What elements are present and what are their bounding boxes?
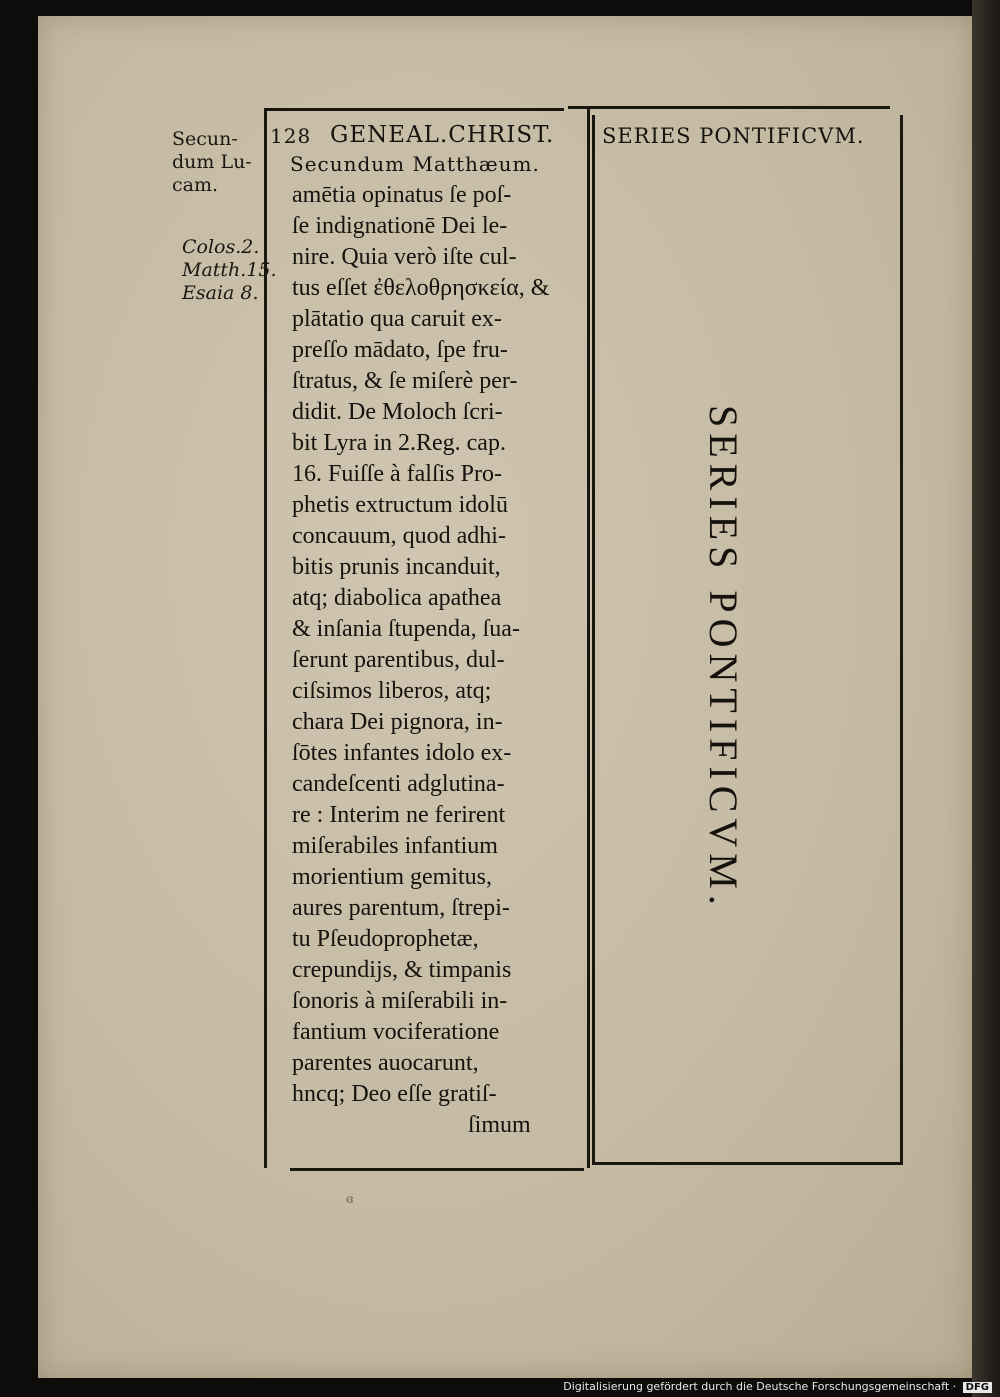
bottom-rule-left <box>290 1168 584 1171</box>
text-line: phetis extructum idolū <box>292 492 508 518</box>
text-line: concauum, quod adhi- <box>292 523 506 549</box>
margin-note-line: Secun- <box>172 128 238 150</box>
margin-note-line: dum Lu- <box>172 151 252 173</box>
text-line: ſerunt parentibus, dul- <box>292 647 505 673</box>
text-line: 16. Fuiſſe à falſis Pro- <box>292 461 502 487</box>
text-line: fantium vociferatione <box>292 1019 500 1045</box>
section-subtitle: Secundum Matthæum. <box>290 152 540 176</box>
text-line: hncq; Deo eſſe gratiſ- <box>292 1081 497 1107</box>
text-line: nire. Quia verò iſte cul- <box>292 244 517 270</box>
page-number: 128 <box>270 124 312 148</box>
text-line: tus eſſet ἐθελοθρησκεία, & <box>292 275 550 301</box>
credit-text: Digitalisierung gefördert durch die Deutsche Forschungsgemeinschaft <box>563 1380 950 1393</box>
text-line: ſonoris à miſerabili in- <box>292 988 508 1014</box>
vertical-section-title: SERIES PONTIFICVM. <box>701 405 746 911</box>
digitization-credit: Digitalisierung gefördert durch die Deutsche Forschungsgemeinschaft · DFG <box>563 1380 992 1393</box>
text-line: amētia opinatus ſe poſ- <box>292 182 512 208</box>
margin-ref-line: Matth.15. <box>182 259 277 281</box>
text-line: morientium gemitus, <box>292 864 492 890</box>
text-line: ſe indignationē Dei le- <box>292 213 508 239</box>
book-binding-edge <box>972 0 1000 1397</box>
text-line: bitis prunis incanduit, <box>292 554 501 580</box>
text-line: & inſania ſtupenda, ſua- <box>292 616 520 642</box>
right-column-frame <box>592 115 903 1165</box>
text-line: preſſo mādato, ſpe fru- <box>292 337 508 363</box>
text-line: ſtratus, & ſe miſerè per- <box>292 368 518 394</box>
right-running-title: SERIES PONTIFICVM. <box>602 124 865 148</box>
text-line: candeſcenti adglutina- <box>292 771 505 797</box>
text-line: plātatio qua caruit ex- <box>292 306 502 332</box>
text-line: miſerabiles infantium <box>292 833 498 859</box>
margin-note-line: cam. <box>172 174 219 196</box>
margin-ref-line: Esaia 8. <box>182 282 259 304</box>
top-rule-right <box>568 106 890 109</box>
bottom-rule-right <box>592 1162 903 1165</box>
text-line: bit Lyra in 2.Reg. cap. <box>292 430 506 456</box>
margin-note-luke <box>172 128 262 197</box>
margin-ref-line: Colos.2. <box>182 236 260 258</box>
text-line: ciſsimos liberos, atq; <box>292 678 492 704</box>
running-title: GENEAL.CHRIST. <box>330 122 555 148</box>
ink-speck: ɞ <box>346 1192 354 1206</box>
text-line: re : Interim ne ferirent <box>292 802 506 828</box>
text-line: chara Dei pignora, in- <box>292 709 503 735</box>
text-line: atq; diabolica apathea <box>292 585 502 611</box>
text-line: parentes auocarunt, <box>292 1050 479 1076</box>
text-line: ſimum <box>468 1112 531 1138</box>
margin-note-refs <box>182 236 277 305</box>
text-line: tu Pſeudoprophetæ, <box>292 926 479 952</box>
text-line: didit. De Moloch ſcri- <box>292 399 503 425</box>
text-line: ſōtes infantes idolo ex- <box>292 740 512 766</box>
text-line: aures parentum, ſtrepi- <box>292 895 510 921</box>
text-line: crepundijs, & timpanis <box>292 957 512 983</box>
dfg-logo: DFG <box>963 1382 992 1393</box>
